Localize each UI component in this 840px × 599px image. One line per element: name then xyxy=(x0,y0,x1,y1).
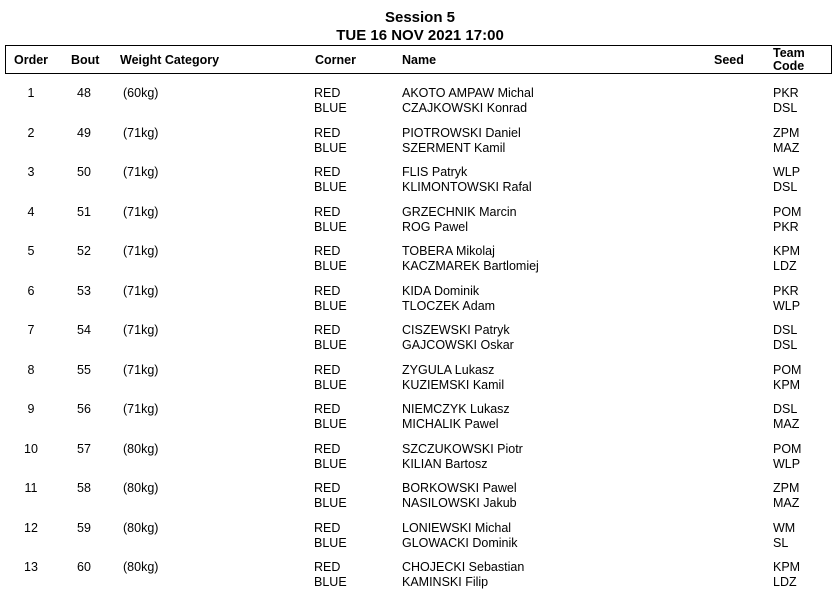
bout-cell: 57 xyxy=(77,441,91,456)
blue-name-cell: TLOCZEK Adam xyxy=(402,298,496,313)
blue-corner-cell: BLUE xyxy=(314,575,347,589)
table-row xyxy=(0,363,840,395)
table-row xyxy=(0,481,840,513)
blue-corner-cell: BLUE xyxy=(314,140,347,155)
blue-corner-cell: BLUE xyxy=(314,535,347,550)
red-team-cell: PKR xyxy=(773,283,799,298)
weight-cell: (80kg) xyxy=(123,560,159,574)
blue-team-cell: MAZ xyxy=(773,496,800,510)
blue-name-cell: KACZMAREK Bartlomiej xyxy=(402,259,539,273)
blue-corner-cell: BLUE xyxy=(314,338,347,352)
blue-corner-cell: BLUE xyxy=(314,219,347,234)
table-row xyxy=(0,86,840,118)
red-corner-cell: RED xyxy=(314,481,341,495)
blue-team-cell: KPM xyxy=(773,377,801,392)
weight-cell: (71kg) xyxy=(123,402,159,416)
weight-cell: (71kg) xyxy=(123,323,159,337)
red-team-cell: KPM xyxy=(773,244,801,258)
red-corner-cell: RED xyxy=(314,362,341,377)
order-cell: 12 xyxy=(24,520,38,535)
table-header xyxy=(5,45,832,74)
red-team-cell: ZPM xyxy=(773,481,800,495)
red-team-cell: WLP xyxy=(773,165,801,179)
blue-corner-cell: BLUE xyxy=(314,496,347,510)
red-corner-cell: RED xyxy=(314,165,341,179)
table-row xyxy=(0,284,840,316)
blue-corner-cell: BLUE xyxy=(314,456,347,471)
table-row xyxy=(0,323,840,355)
bout-cell: 55 xyxy=(77,362,91,377)
red-name-cell: FLIS Patryk xyxy=(402,165,468,179)
bout-cell: 58 xyxy=(77,481,91,495)
red-name-cell: KIDA Dominik xyxy=(402,283,480,298)
red-name-cell: GRZECHNIK Marcin xyxy=(402,204,517,219)
col-weight: Weight Category xyxy=(120,53,220,67)
weight-cell: (71kg) xyxy=(123,204,159,219)
blue-name-cell: KUZIEMSKI Kamil xyxy=(402,377,505,392)
blue-corner-cell: BLUE xyxy=(314,101,347,115)
blue-name-cell: CZAJKOWSKI Konrad xyxy=(402,101,528,115)
red-corner-cell: RED xyxy=(314,283,341,298)
order-cell: 5 xyxy=(27,244,35,258)
order-cell: 4 xyxy=(27,204,35,219)
blue-name-cell: GAJCOWSKI Oskar xyxy=(402,338,514,352)
red-corner-cell: RED xyxy=(314,86,341,100)
red-corner-cell: RED xyxy=(314,402,341,416)
weight-cell: (80kg) xyxy=(123,481,159,495)
weight-cell: (80kg) xyxy=(123,441,159,456)
order-cell: 7 xyxy=(27,323,35,337)
red-team-cell: PKR xyxy=(773,86,799,100)
blue-team-cell: SL xyxy=(773,535,789,550)
blue-corner-cell: BLUE xyxy=(314,180,347,194)
bout-cell: 51 xyxy=(77,204,91,219)
blue-name-cell: KLIMONTOWSKI Rafal xyxy=(402,180,532,194)
bout-cell: 53 xyxy=(77,283,91,298)
blue-team-cell: DSL xyxy=(773,180,798,194)
blue-team-cell: WLP xyxy=(773,456,801,471)
order-cell: 6 xyxy=(27,283,35,298)
red-name-cell: LONIEWSKI Michal xyxy=(402,520,512,535)
col-order: Order xyxy=(14,53,49,67)
blue-team-cell: PKR xyxy=(773,219,799,234)
blue-team-cell: LDZ xyxy=(773,575,797,589)
blue-name-cell: MICHALIK Pawel xyxy=(402,417,499,431)
table-row xyxy=(0,205,840,237)
red-name-cell: ZYGULA Lukasz xyxy=(402,362,495,377)
col-bout: Bout xyxy=(71,53,100,67)
red-name-cell: TOBERA Mikolaj xyxy=(402,244,495,258)
bout-cell: 52 xyxy=(77,244,91,258)
table-row xyxy=(0,402,840,434)
blue-team-cell: MAZ xyxy=(773,417,800,431)
blue-name-cell: GLOWACKI Dominik xyxy=(402,535,518,550)
order-cell: 8 xyxy=(27,362,35,377)
red-team-cell: POM xyxy=(773,441,802,456)
order-cell: 10 xyxy=(24,441,38,456)
blue-corner-cell: BLUE xyxy=(314,377,347,392)
table-row xyxy=(0,442,840,474)
bout-cell: 60 xyxy=(77,560,91,574)
bout-cell: 54 xyxy=(77,323,91,337)
red-corner-cell: RED xyxy=(314,125,341,140)
session-title: Session 5 xyxy=(384,9,456,26)
col-seed: Seed xyxy=(714,53,744,67)
blue-name-cell: KILIAN Bartosz xyxy=(402,456,488,471)
table-row xyxy=(0,165,840,197)
blue-team-cell: DSL xyxy=(773,338,798,352)
red-corner-cell: RED xyxy=(314,204,341,219)
col-team-code: Code xyxy=(773,59,805,73)
weight-cell: (71kg) xyxy=(123,165,159,179)
bout-cell: 48 xyxy=(77,86,91,100)
col-team: Team xyxy=(773,46,805,60)
session-datetime: TUE 16 NOV 2021 17:00 xyxy=(336,27,504,44)
weight-cell: (71kg) xyxy=(123,244,159,258)
red-corner-cell: RED xyxy=(314,244,341,258)
blue-corner-cell: BLUE xyxy=(314,298,347,313)
blue-team-cell: MAZ xyxy=(773,140,800,155)
red-corner-cell: RED xyxy=(314,560,341,574)
red-team-cell: ZPM xyxy=(773,125,800,140)
red-team-cell: DSL xyxy=(773,323,798,337)
order-cell: 11 xyxy=(24,481,38,495)
red-team-cell: KPM xyxy=(773,560,801,574)
col-name: Name xyxy=(402,53,437,67)
weight-cell: (71kg) xyxy=(123,362,159,377)
weight-cell: (71kg) xyxy=(123,283,159,298)
blue-corner-cell: BLUE xyxy=(314,417,347,431)
red-team-cell: POM xyxy=(773,362,802,377)
weight-cell: (80kg) xyxy=(123,520,159,535)
blue-team-cell: WLP xyxy=(773,298,801,313)
red-team-cell: WM xyxy=(773,520,796,535)
red-team-cell: POM xyxy=(773,204,802,219)
red-name-cell: NIEMCZYK Lukasz xyxy=(402,402,510,416)
order-cell: 13 xyxy=(24,560,38,574)
weight-cell: (71kg) xyxy=(123,125,159,140)
blue-team-cell: DSL xyxy=(773,101,798,115)
bout-cell: 56 xyxy=(77,402,91,416)
order-cell: 9 xyxy=(27,402,35,416)
table-row xyxy=(0,521,840,553)
bout-cell: 50 xyxy=(77,165,91,179)
table-row xyxy=(0,126,840,158)
weight-cell: (60kg) xyxy=(123,86,159,100)
bout-cell: 49 xyxy=(77,125,91,140)
blue-team-cell: LDZ xyxy=(773,259,797,273)
red-corner-cell: RED xyxy=(314,520,341,535)
order-cell: 3 xyxy=(27,165,35,179)
blue-name-cell: ROG Pawel xyxy=(402,219,468,234)
col-corner: Corner xyxy=(315,53,356,67)
red-name-cell: AKOTO AMPAW Michal xyxy=(402,86,534,100)
order-cell: 2 xyxy=(27,125,35,140)
blue-corner-cell: BLUE xyxy=(314,259,347,273)
table-row xyxy=(0,560,840,592)
blue-name-cell: NASILOWSKI Jakub xyxy=(402,496,517,510)
table-row xyxy=(0,244,840,276)
bout-cell: 59 xyxy=(77,520,91,535)
red-name-cell: SZCZUKOWSKI Piotr xyxy=(402,441,523,456)
red-name-cell: CISZEWSKI Patryk xyxy=(402,323,510,337)
order-cell: 1 xyxy=(27,86,35,100)
red-team-cell: DSL xyxy=(773,402,798,416)
red-name-cell: PIOTROWSKI Daniel xyxy=(402,125,521,140)
red-corner-cell: RED xyxy=(314,323,341,337)
red-name-cell: CHOJECKI Sebastian xyxy=(402,560,525,574)
red-name-cell: BORKOWSKI Pawel xyxy=(402,481,517,495)
blue-name-cell: SZERMENT Kamil xyxy=(402,140,506,155)
red-corner-cell: RED xyxy=(314,441,341,456)
blue-name-cell: KAMINSKI Filip xyxy=(402,575,489,589)
